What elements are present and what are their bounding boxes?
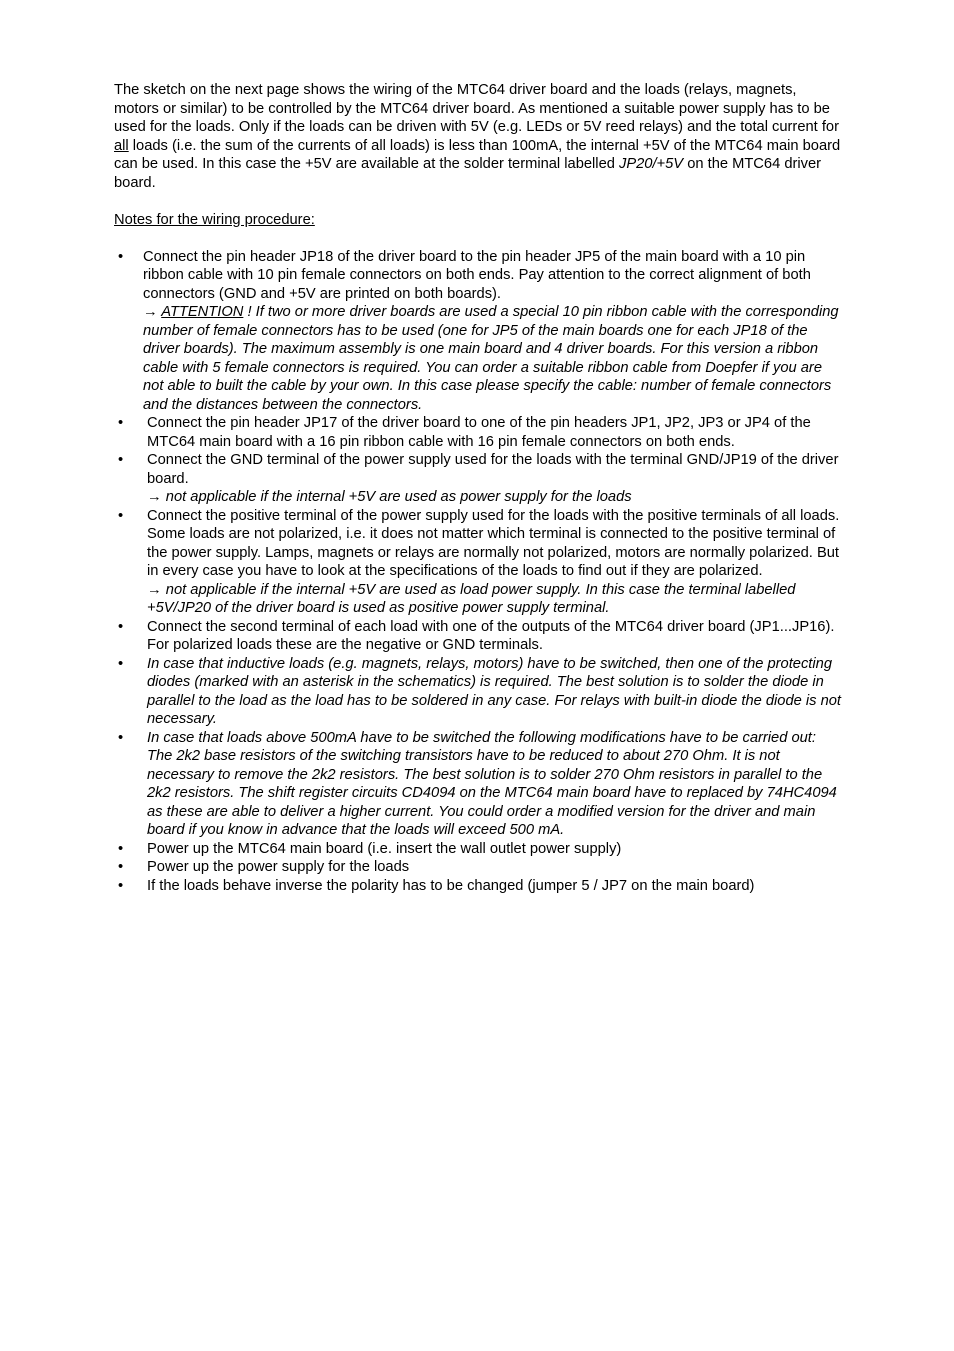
- list-item: [114, 618, 844, 655]
- arrow-note-text: not applicable if the internal +5V are used as power supply for the loads: [165, 489, 632, 505]
- list-item-text: Connect the GND terminal of the power supply used for the loads with the terminal GND/JP19 of the driver board.: [147, 452, 839, 487]
- notes-heading: Notes for the wiring procedure:: [114, 211, 315, 228]
- attention-note: [143, 303, 844, 414]
- arrow-icon: →: [147, 581, 162, 598]
- list-item: [114, 414, 844, 451]
- bullet-icon: •: [118, 655, 124, 672]
- list-item-text: Connect the positive terminal of the power supply used for the loads with the positive terminals of all loads. Some loads are not polarized, i.e. it does not matter which terminal is connected to the positive terminal of the power supply. Lamps, magnets or relays are normally not polarized, motors are normally polarized. But in every case you have to look at the specifications of the loads to find out if they are polarized.: [147, 507, 840, 579]
- arrow-note: [147, 581, 844, 618]
- bullet-icon: •: [118, 452, 124, 468]
- intro-underlined-word: all: [114, 137, 129, 154]
- bullet-icon: •: [118, 248, 124, 265]
- list-item-text: In case that loads above 500mA have to be switched the following modifications have to be carried out: The 2k2 base resistors of the switching transistors have to be reduced to about 270 Ohm. It is not necessary to remove the 2k2 resistors. The best solution is to solder 270 Ohm resistors in parallel to the 2k2 resistors. The shift register circuits CD4094 on the MTC64 main board have to replaced by 74HC4094 as these are able to deliver a higher current. You could order a modified version for the driver and main board if you know in advance that the loads will exceed 500 mA.: [147, 729, 837, 838]
- list-item: [114, 877, 844, 896]
- intro-paragraph: [114, 81, 844, 192]
- arrow-note-text: not applicable if the internal +5V are used as load power supply. In this case the terminal labelled +5V/JP20 of the driver board is used as positive power supply terminal.: [147, 581, 796, 616]
- attention-label: ATTENTION: [161, 304, 244, 320]
- list-item-text: If the loads behave inverse the polarity has to be changed (jumper 5 / JP7 on the main board): [147, 877, 755, 894]
- intro-text-1: The sketch on the next page shows the wiring of the MTC64 driver board and the loads (relays, magnets, motors or similar) to be controlled by the MTC64 driver board. As mentioned a suitable power supply has to be used for the loads. Only if the loads can be driven with 5V (e.g. LEDs or 5V reed relays) and the total current for: [114, 82, 839, 135]
- list-item-text: In case that inductive loads (e.g. magnets, relays, motors) have to be switched, then one of the protecting diodes (marked with an asterisk in the schematics) is required. The best solution is to solder the diode in parallel to the load as the load has to be soldered in any case. For relays with built-in diode the diode is not necessary.: [147, 655, 841, 727]
- intro-text-2: loads (i.e. the sum of the currents of all loads) is less than 100mA, the internal +5V of the MTC64 main board can be used. In this case the +5V are available at the solder terminal labelled: [114, 137, 841, 172]
- list-item: [114, 840, 844, 859]
- bullet-icon: •: [118, 507, 124, 524]
- list-item: [114, 655, 844, 729]
- list-item-text: Connect the pin header JP18 of the driver board to the pin header JP5 of the main board with a 10 pin ribbon cable with 10 pin female connectors on both ends. Pay attention to the correct alignment of both connectors (GND and +5V are printed on both boards).: [143, 248, 811, 302]
- list-item: [114, 858, 844, 877]
- arrow-icon: →: [143, 304, 158, 320]
- list-item-text: Power up the MTC64 main board (i.e. insert the wall outlet power supply): [147, 840, 622, 857]
- document-page: [114, 81, 844, 895]
- list-item-text: Power up the power supply for the loads: [147, 859, 410, 875]
- notes-list: [114, 248, 844, 896]
- list-item: [114, 729, 844, 840]
- bullet-icon: •: [118, 729, 124, 746]
- arrow-note: [147, 488, 844, 507]
- bullet-icon: •: [118, 415, 124, 431]
- intro-italic-label: JP20/+5V: [619, 156, 684, 172]
- list-item-text: Connect the pin header JP17 of the driver board to one of the pin headers JP1, JP2, JP3 or JP4 of the MTC64 main board with a 16 pin ribbon cable with 16 pin female connectors on both ends.: [147, 415, 811, 450]
- bullet-icon: •: [118, 859, 124, 875]
- intro-text-3: on the MTC64 driver board.: [114, 156, 822, 191]
- bullet-icon: •: [118, 618, 124, 635]
- attention-note-text: ! If two or more driver boards are used a special 10 pin ribbon cable with the corresponding number of female connectors has to be used (one for JP5 of the main boards one for each JP18 of the driver boards). The maximum assembly is one main board and 4 driver boards. For this version a ribbon cable with 5 female connectors is required. You can order a suitable ribbon cable from Doepfer if you are not able to built the cable by your own. In this case please specify the cable: number of female connectors and the distances between the connectors.: [143, 304, 839, 413]
- list-item: [114, 507, 844, 618]
- list-item: [114, 451, 844, 507]
- list-item: [114, 248, 844, 415]
- bullet-icon: •: [118, 877, 124, 894]
- bullet-icon: •: [118, 840, 124, 857]
- arrow-icon: →: [147, 489, 162, 505]
- list-item-text: Connect the second terminal of each load with one of the outputs of the MTC64 driver board (JP1...JP16). For polarized loads these are the negative or GND terminals.: [147, 618, 835, 653]
